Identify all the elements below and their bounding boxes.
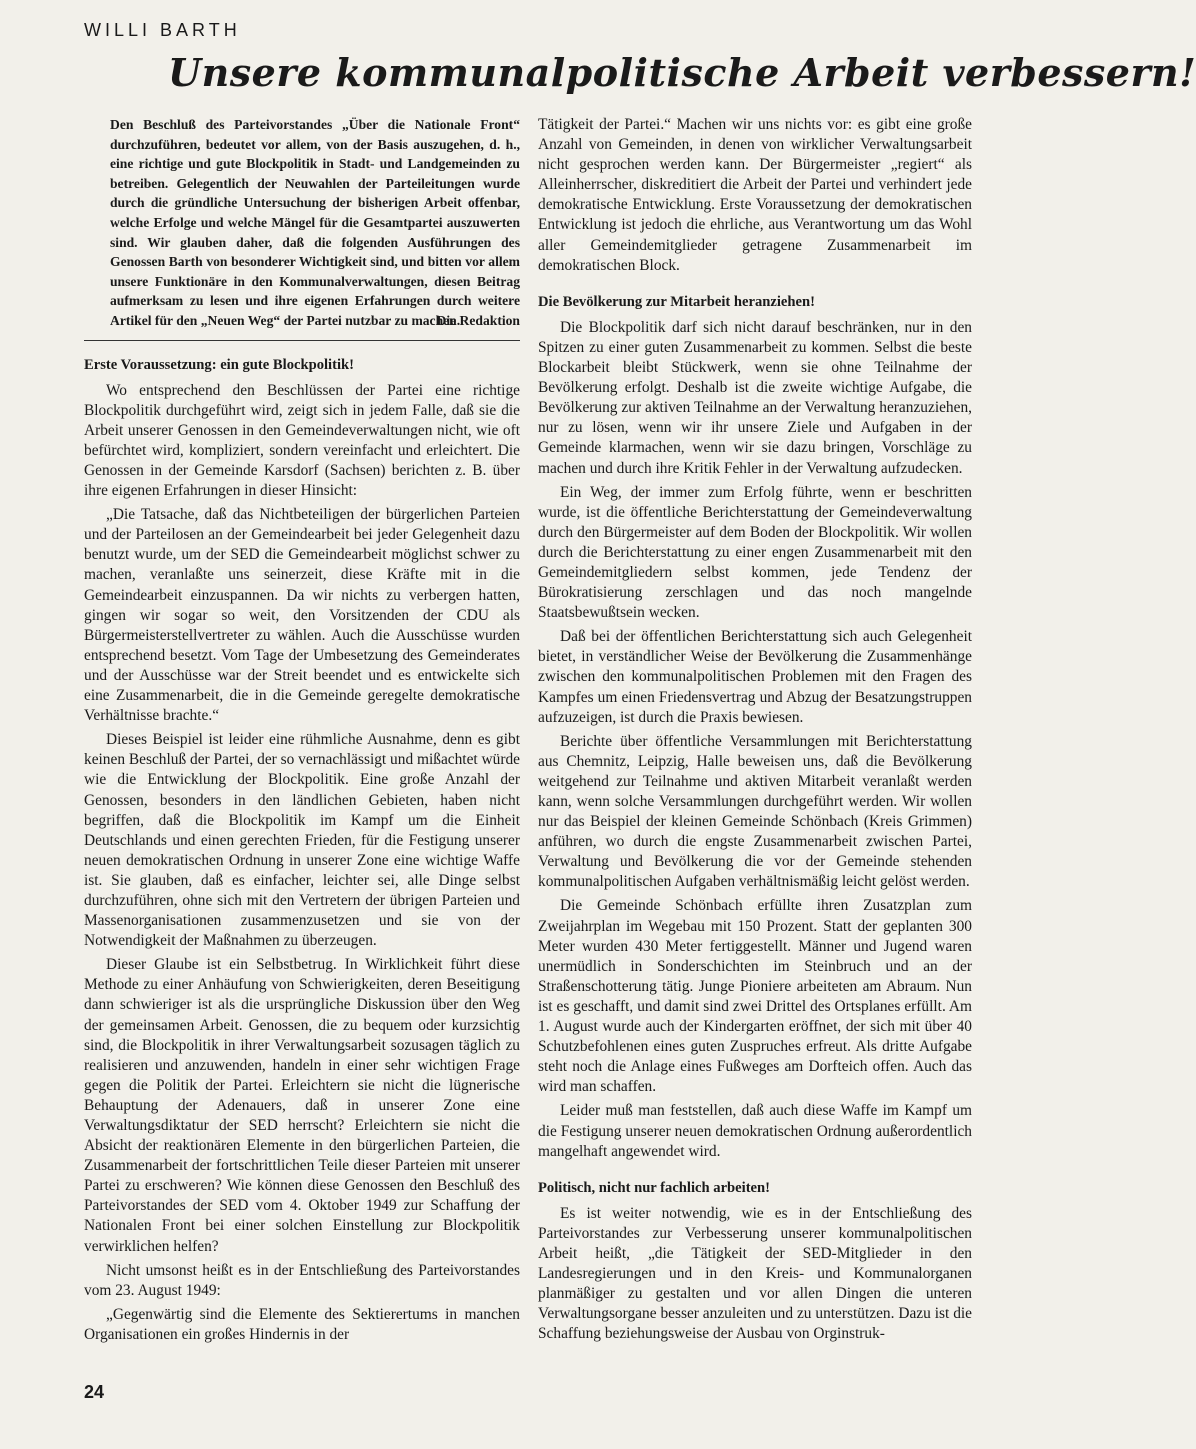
quote-paragraph: „Gegenwärtig sind die Elemente des Sektierertums in manchen Organisationen ein großes Hindernis in der — [84, 1305, 520, 1343]
paragraph: Wo entsprechend den Beschlüssen der Partei eine richtige Blockpolitik durchgeführt wird, zeigt sich in jedem Falle, daß sie die Arbeit unserer Genossen in den Gemeindeverwaltungen nicht, wie oft befürchtet wird, kompliziert, sondern vereinfacht und erleichtert. Die Genossen in der Gemeinde Karsdorf (Sachsen) berichten z. B. über ihre eigenen Erfahrungen in dieser Hinsicht: — [84, 381, 520, 500]
paragraph: Daß bei der öffentlichen Berichterstattung sich auch Gelegenheit bietet, in verständlicher Weise der Bevölkerung die Zusammenhänge zwischen den kommunalpolitischen Problemen mit den Fragen des Kampfes um einen Friedensvertrag und Abzug der Besatzungstruppen aufzuzeigen, ist durch die Praxis bewiesen. — [538, 628, 972, 726]
paragraph: Dieser Glaube ist ein Selbstbetrug. In Wirklichkeit führt diese Methode zu einer Anhäufung von Schwierigkeiten, deren Beseitigung dann schwieriger ist als die ursprüngliche Diskussion über den Weg der gemeinsamen Arbeit. Genossen, die zu bequem oder kurzsichtig sind, die Blockpolitik in ihrer Verwaltungsarbeit sozusagen täglich zu realisieren und anzuwenden, handeln in einer sehr wichtigen Frage gegen die Politik der Partei. Erleichtern sie nicht die lügnerische Behauptung der Adenauers, daß in unserer Zone eine Verwaltungsdiktatur der SED herrscht? Erleichtern sie nicht die Absicht der reaktionären Elemente in den bürgerlichen Parteien, die Zusammenarbeit der fortschrittlichen Teile dieser Parteien mit unserer Partei zu erschweren? Wie können diese Genossen den Beschluß des Parteivorstandes der SED vom 4. Oktober 1949 zur Schaffung der Nationalen Front bei einer solchen Einstellung zur Blockpolitik verwirklichen helfen? — [84, 956, 520, 1255]
paragraph: Tätigkeit der Partei.“ Machen wir uns nichts vor: es gibt eine große Anzahl von Gemeinden, in denen von wirklicher Verwaltungsarbeit nicht gesprochen werden kann. Der Bürgermeister „regiert“ als Alleinherrscher, diskreditiert die Arbeit der Partei und verhindert jede demokratische Entwicklung. Erste Voraussetzung der demokratischen Entwicklung ist jedoch die ehrliche, aus Verantwortung um das Wohl aller Gemeindemitglieder getragene Zusammenarbeit im demokratischen Block. — [538, 116, 972, 274]
intro-signature: Die Redaktion — [436, 312, 520, 328]
section-heading-2: Die Bevölkerung zur Mitarbeit heranziehen! — [538, 293, 815, 310]
author-name: WILLI BARTH — [84, 20, 241, 40]
paragraph: Die Gemeinde Schönbach erfüllte ihren Zusatzplan zum Zweijahrplan im Wegebau mit 150 Prozent. Statt der geplanten 300 Meter wurden 430 Meter fertiggestellt. Männer und Jugend waren unermüdlich in Sonderschichten im Steinbruch und an der Straßenschotterung tätig. Junge Pioniere arbeiteten am Abraum. Nun ist es geschafft, und damit sind zwei Drittel des Ortsplanes erfüllt. Am 1. August wurde auch der Kindergarten eröffnet, der sich mit über 40 Schutzbefohlenen eines guten Zuspruches erfreut. Als dritte Aufgabe steht noch die Anlage eines Fußweges am Dorfteich offen. Auch das wird man schaffen. — [538, 897, 972, 1096]
paragraph: Leider muß man feststellen, daß auch diese Waffe im Kampf um die Festigung unserer neuen demokratischen Ordnung außerordentlich mangelhaft angewendet wird. — [538, 1102, 972, 1160]
editorial-intro — [84, 115, 520, 331]
paragraph: Berichte über öffentliche Versammlungen mit Berichterstattung aus Chemnitz, Leipzig, Halle beweisen uns, daß die Bevölkerung weitgehend zur Teilnahme und aktiven Mitarbeit veranlaßt werden kann, wenn solche Versammlungen durchgeführt werden. Wir wollen nur das Beispiel der kleinen Gemeinde Schönbach (Kreis Grimmen) anführen, wo durch die engste Zusammenarbeit zwischen Partei, Verwaltung und Bevölkerung die vor der Gemeinde stehenden kommunalpolitischen Aufgaben verhältnismäßig leicht gelöst werden. — [538, 732, 972, 891]
right-column — [538, 115, 972, 1348]
paragraph: Die Blockpolitik darf sich nicht darauf beschränken, nur in den Spitzen zu einer guten Zusammenarbeit zu kommen. Selbst die beste Blockarbeit bleibt Stückwerk, wenn sie ohne Teilnahme der Bevölkerung erfolgt. Deshalb ist die zweite wichtige Aufgabe, die Bevölkerung zur aktiven Teilnahme an der Verwaltung heranzuziehen, nur zu lösen, wenn wir ihr unsere Ziele und Aufgaben in der Gemeinde klarmachen, wenn wir sie dazu bringen, Vorschläge zu machen und durch ihre Kritik Fehler in der Verwaltung aufzudecken. — [538, 318, 972, 477]
section-heading-1: Erste Voraussetzung: ein gute Blockpolitik! — [84, 356, 354, 373]
paragraph: Ein Weg, der immer zum Erfolg führte, wenn er beschritten wurde, ist die öffentliche Berichterstattung der Gemeindeverwaltung durch den Bürgermeister auf dem Boden der Blockpolitik. Wir wollen durch die Berichterstattung zu einer engen Zusammenarbeit mit den Gemeindemitgliedern selbst kommen, jede Tendenz der Bürokratisierung zerschlagen und das noch mangelnde Staatsbewußtsein wecken. — [538, 483, 972, 622]
article-title: Unsere kommunalpolitische Arbeit verbessern! — [168, 50, 1196, 95]
intro-divider — [84, 340, 520, 341]
page-number: 24 — [84, 1382, 105, 1402]
paragraph: Es ist weiter notwendig, wie es in der Entschließung des Parteivorstandes zur Verbesserung unserer kommunalpolitischen Arbeit heißt, „die Tätigkeit der SED-Mitglieder in den Landesregierungen und in den Kreis- und Kommunalorganen planmäßiger zu gestalten und vor allen Dingen die unteren Verwaltungsorgane besser anzuleiten und zu unterstützen. Dazu ist die Schaffung beziehungsweise der Ausbau von Orginstruk- — [538, 1204, 972, 1343]
intro-text: Den Beschluß des Parteivorstandes „Über die Nationale Front“ durchzuführen, bedeutet vor allem, von der Basis auszugehen, d. h., eine richtige und gute Blockpolitik in Stadt- und Landgemeinden zu betreiben. Gelegentlich der Neuwahlen der Parteileitungen wurde durch die gründliche Untersuchung der bisherigen Arbeit offenbar, welche Erfolge und welche Mängel für die Gesamtpartei auszuwerten sind. Wir glauben daher, daß die folgenden Ausführungen des Genossen Barth von besonderer Wichtigkeit sind, und bitten vor allem unsere Funktionäre in den Kommunalverwaltungen, diesen Beitrag aufmerksam zu lesen und ihre eigenen Erfahrungen durch weitere Artikel für den „Neuen Weg“ der Partei nutzbar zu machen. — [110, 117, 520, 328]
section-heading-3: Politisch, nicht nur fachlich arbeiten! — [538, 1179, 771, 1196]
paragraph: Dieses Beispiel ist leider eine rühmliche Ausnahme, denn es gibt keinen Beschluß der Partei, der so vernachlässigt und mißachtet würde wie die Entwicklung der Blockpolitik. Eine große Anzahl der Genossen, besonders in den ländlichen Gebieten, haben nicht begriffen, daß die Blockpolitik im Kampf um die Einheit Deutschlands und einen gerechten Frieden, für die Festigung unserer neuen demokratischen Ordnung in unserer Zone eine wichtige Waffe ist. Sie glauben, daß es einfacher, leichter sei, alle Dinge selbst durchzuführen, ohne sich mit den Vertretern der übrigen Parteien und Massenorganisationen zusammenzusetzen und sie von der Notwendigkeit der Maßnahmen zu überzeugen. — [84, 731, 520, 950]
paragraph: Nicht umsonst heißt es in der Entschließung des Parteivorstandes vom 23. August 1949: — [84, 1261, 520, 1299]
quote-paragraph: „Die Tatsache, daß das Nichtbeteiligen der bürgerlichen Parteien und der Parteilosen an der Gemeindearbeit bei jeder Gelegenheit dazu benutzt wurde, um der SED die Gemeindearbeit möglichst schwer zu machen, veranlaßte uns seinerzeit, diese Kräfte mit in die Gemeindearbeit einzuspannen. Da wir nichts zu verbergen hatten, gingen wir sogar so weit, den Vorsitzenden der CDU als Bürgermeisterstellvertreter zu wählen. Auch die Ausschüsse wurden entsprechend besetzt. Vom Tage der Umbesetzung des Gemeinderates und der Ausschüsse war der Streit beendet und es entwickelte sich eine Zusammenarbeit, die in die Gemeinde geregelte demokratische Verhältnisse brachte.“ — [84, 506, 520, 725]
left-column — [84, 115, 520, 1349]
